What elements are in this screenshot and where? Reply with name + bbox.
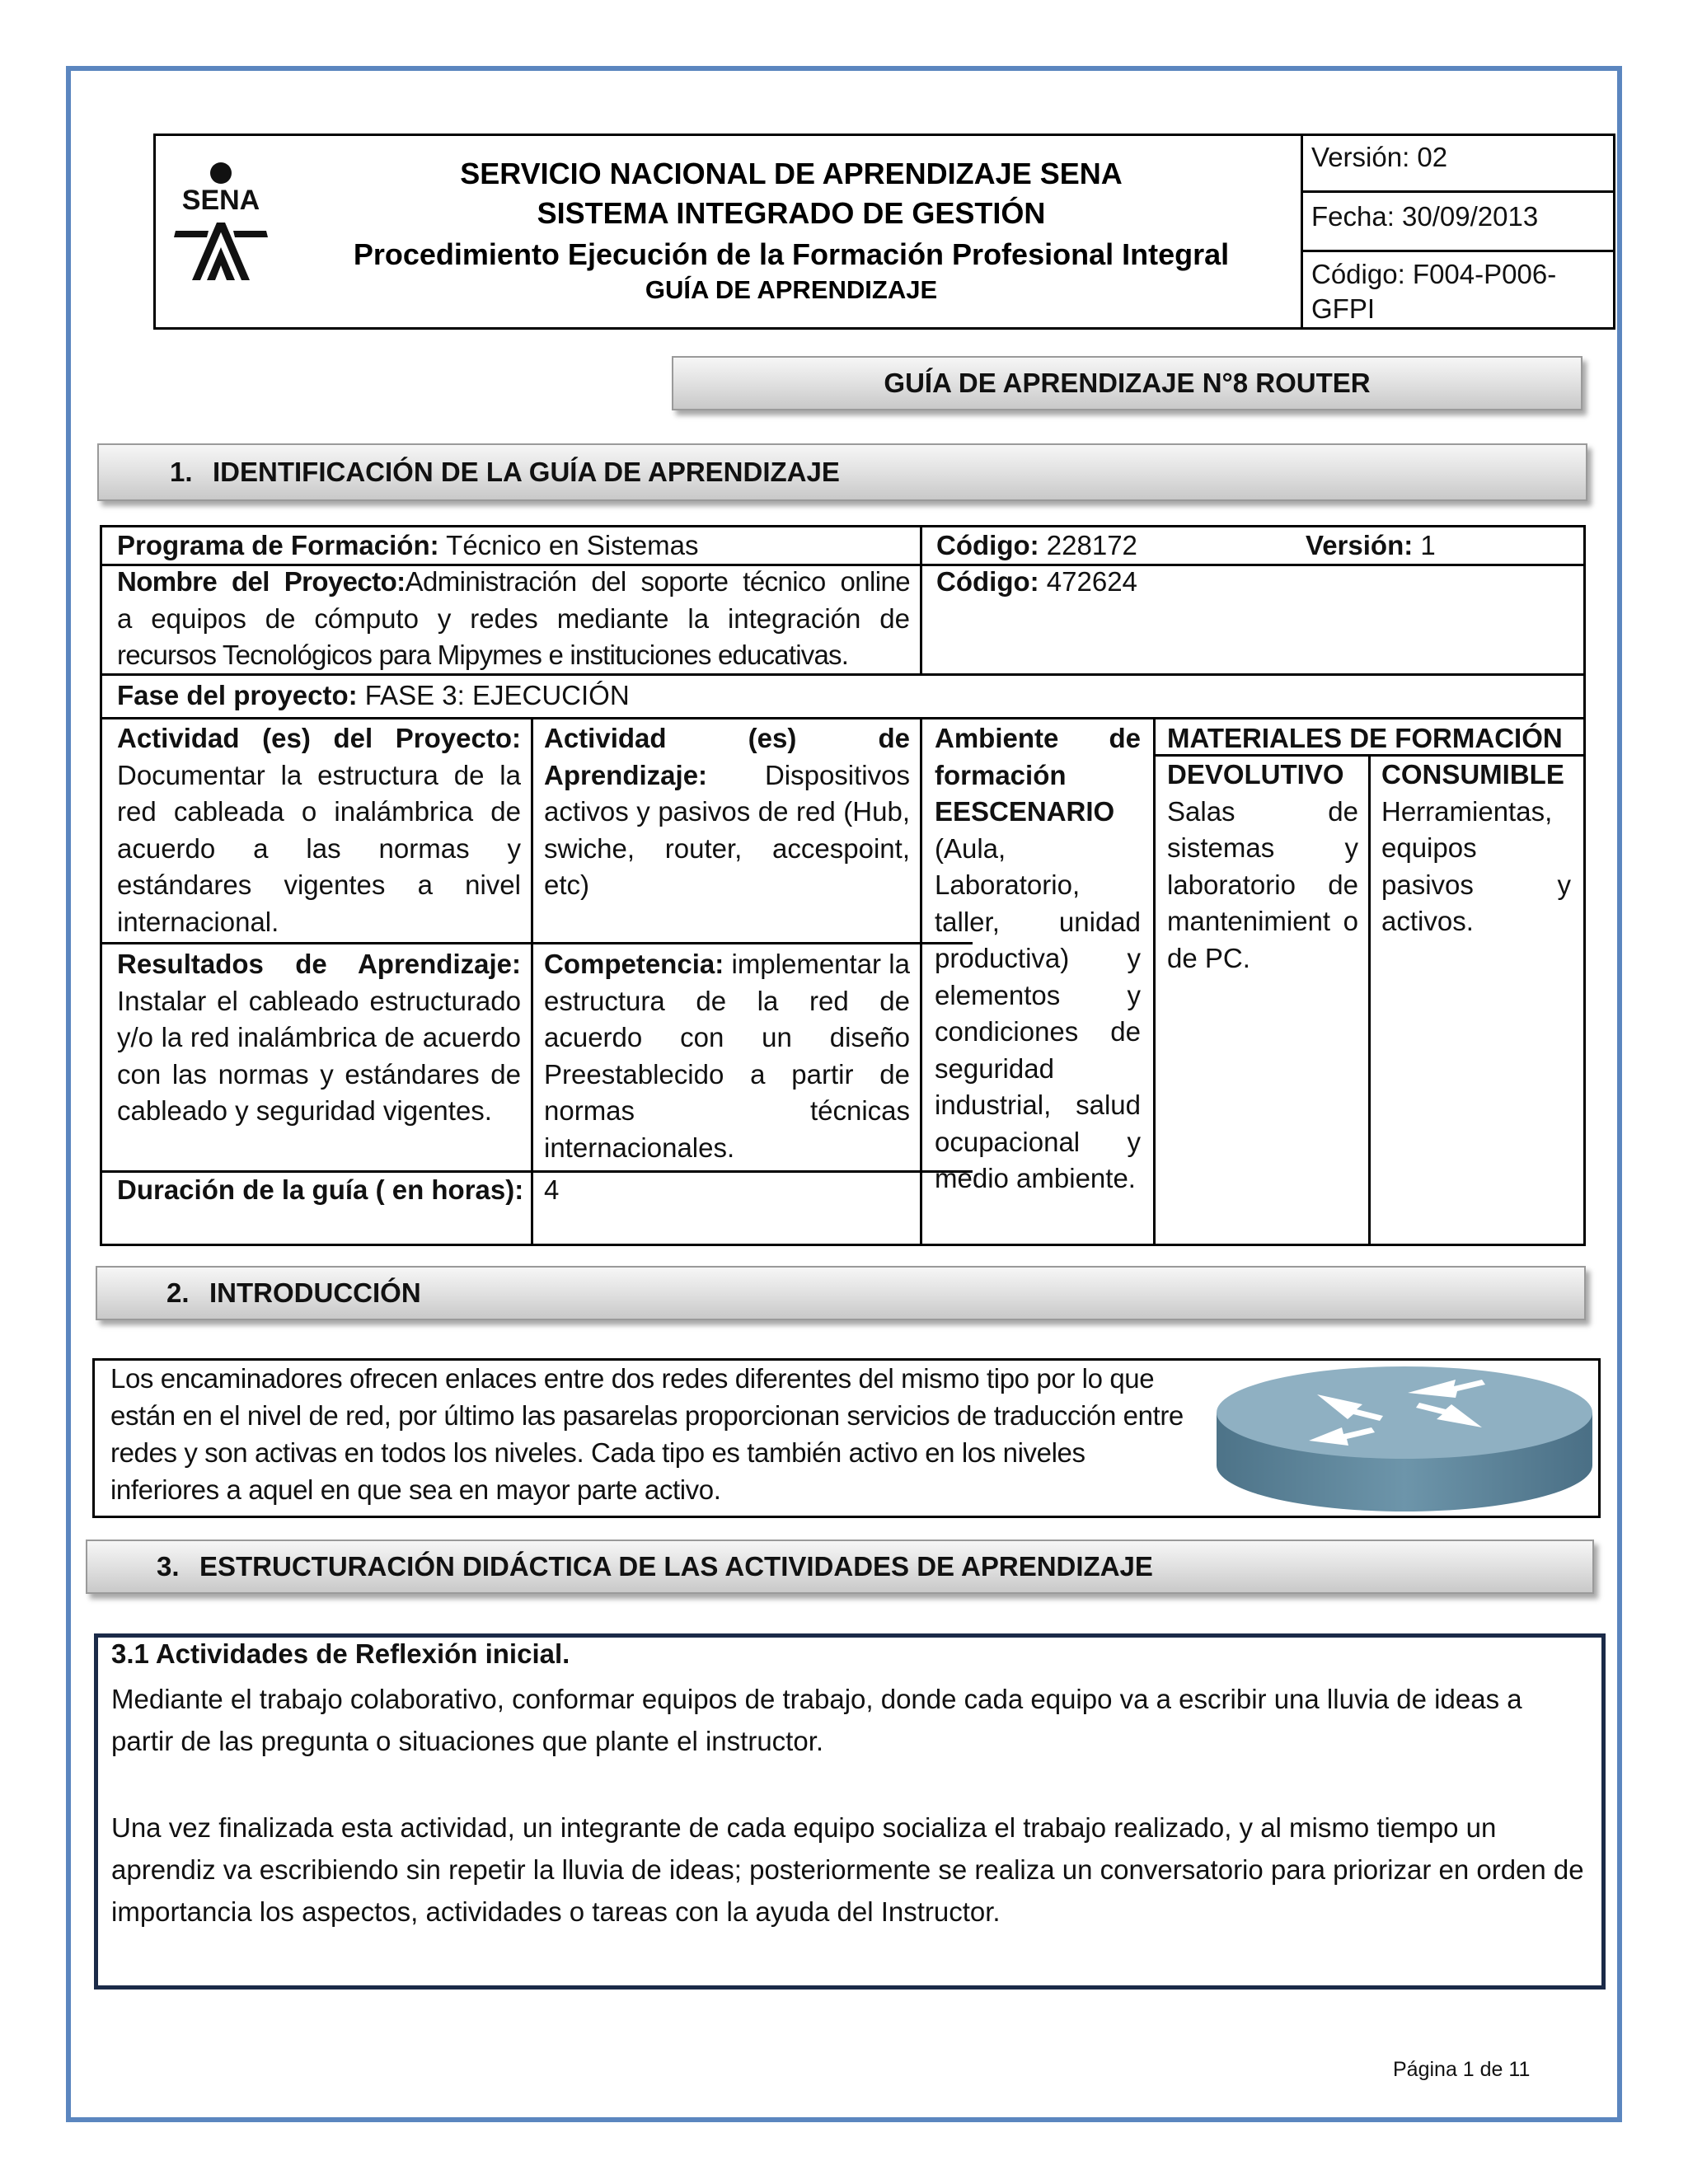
consumable-label: CONSUMIBLE [1381,759,1564,790]
section-number: 2. [166,1277,190,1308]
section-title: IDENTIFICACIÓN DE LA GUÍA DE APRENDIZAJE [213,457,840,487]
returnable-materials [1167,757,1358,977]
system-name: SISTEMA INTEGRADO DE GESTIÓN [537,196,1046,230]
program-label: Programa de Formación: [117,530,439,560]
program-code-value: 228172 [1046,530,1137,560]
results-label: Resultados de Aprendizaje: [117,949,521,979]
section-title: ESTRUCTURACIÓN DIDÁCTICA DE LAS ACTIVIDADES DE APRENDIZAJE [199,1551,1153,1582]
phase-value: FASE 3: EJECUCIÓN [364,680,630,710]
procedure-name: Procedimiento Ejecución de la Formación Profesional Integral [353,237,1230,271]
returnable-label: DEVOLUTIVO [1167,759,1344,790]
introduction-text: Los encaminadores ofrecen enlaces entre dos redes diferentes del mismo tipo por lo que están en el nivel de red, por último las pasarelas proporcionan servicios de traducción entre redes y son activas en todos los niveles. Cada tipo es también activo en los niveles inferiores a aquel en que sea en mayor parte activo. [110,1363,1184,1505]
section-3-heading [86,1540,1594,1594]
project-activity-text: Documentar la estructura de la red cableada o inalámbrica de acuerdo a las normas y estándares vigentes a nivel internacional. [117,759,521,937]
project-code-value: 472624 [1046,566,1137,597]
results-text: Instalar el cableado estructurado y/o la red inalámbrica de acuerdo con las normas y estándares de cableado y seguridad vigentes. [117,985,521,1126]
phase-label: Fase del proyecto: [117,680,358,710]
identification-table [100,525,1586,1246]
section-number: 3. [157,1551,180,1582]
version-cell: Versión: 02 [1303,134,1615,193]
materials-header: MATERIALES DE FORMACIÓN [1167,723,1563,753]
section-2-heading [96,1266,1586,1320]
duration-value: 4 [544,1174,560,1205]
environment-text: (Aula, Laboratorio, taller, unidad productiva) y elementos y condiciones de seguridad industrial, salud ocupacional y medio ambiente. [935,832,1141,1193]
project-line-3: recursos Tecnológicos para Mipymes e instituciones educativas. [117,640,849,670]
learning-results [117,946,521,1130]
section-title: INTRODUCCIÓN [209,1277,421,1308]
version-label: Versión: [1306,530,1414,560]
project-code [936,564,1137,601]
project-activity-label: Actividad (es) del Proyecto: [117,723,521,753]
program-version [1306,527,1436,565]
section-number: 1. [170,457,193,487]
returnable-text: Salas de sistemas y laboratorio de mantenimient o de PC. [1167,795,1358,973]
version-value: 1 [1420,530,1436,560]
training-environment [935,720,1141,1197]
competence-text: implementar la estructura de la red de acuerdo con un diseño Preestablecido a partir de normas técnicas internacionales. [544,949,910,1163]
activities-paragraph-1: Mediante el trabajo colaborativo, conformar equipos de trabajo, donde cada equipo va a escribir una lluvia de ideas a partir de las pregunta o situaciones que plante el instructor. [111,1684,1522,1756]
project-line-1: Administración del soporte técnico online [405,566,910,597]
learning-activity [544,720,910,904]
phase-row [117,677,630,715]
document-type: GUÍA DE APRENDIZAJE [645,275,938,304]
program-code [936,527,1137,565]
project-label: Nombre del Proyecto: [117,566,406,597]
document-meta [1301,134,1615,330]
duration-label: Duración de la guía ( en horas): [117,1174,524,1205]
logo-text: SENA [181,185,260,216]
section-1-heading [97,443,1587,501]
activities-paragraph-2: Una vez finalizada esta actividad, un integrante de cada equipo socializa el trabajo realizado, y al mismo tiempo un aprendiz va escribiendo sin repetir la lluvia de ideas; posteriormente se realiza un conversatorio para priorizar en orden de importancia los aspectos, actividades o tareas con la ayuda del Instructor. [111,1812,1584,1927]
program-value: Técnico en Sistemas [446,530,699,560]
code-cell: Código: F004-P006-GFPI [1311,259,1557,324]
institution-name: SERVICIO NACIONAL DE APRENDIZAJE SENA [460,157,1123,190]
learning-activity-text: Dispositivos activos y pasivos de red (Hub, swiche, router, accespoint, etc) [544,759,910,900]
guide-title: GUÍA DE APRENDIZAJE N°8 ROUTER [672,356,1582,410]
project-name [117,564,910,674]
program-row [117,527,698,565]
sena-logo-icon [159,158,283,282]
competence-label: Competencia: [544,949,724,979]
consumable-text: Herramientas, equipos pasivos y activos. [1381,795,1571,936]
project-activity [117,720,521,940]
consumable-materials [1381,757,1571,940]
program-code-label: Código: [936,530,1039,560]
activities-subtitle: 3.1 Actividades de Reflexión inicial. [111,1638,570,1669]
learning-activity-label: Actividad (es) de Aprendizaje: [544,723,910,790]
competence [544,946,910,1166]
project-code-label: Código: [936,566,1039,597]
page-number: Página 1 de 11 [1393,2058,1531,2081]
date-cell: Fecha: 30/09/2013 [1303,193,1615,252]
router-icon [1210,1361,1599,1515]
project-line-2: a equipos de cómputo y redes mediante la integración de [117,602,910,634]
environment-label: Ambiente de formación EESCENARIO [935,723,1141,827]
